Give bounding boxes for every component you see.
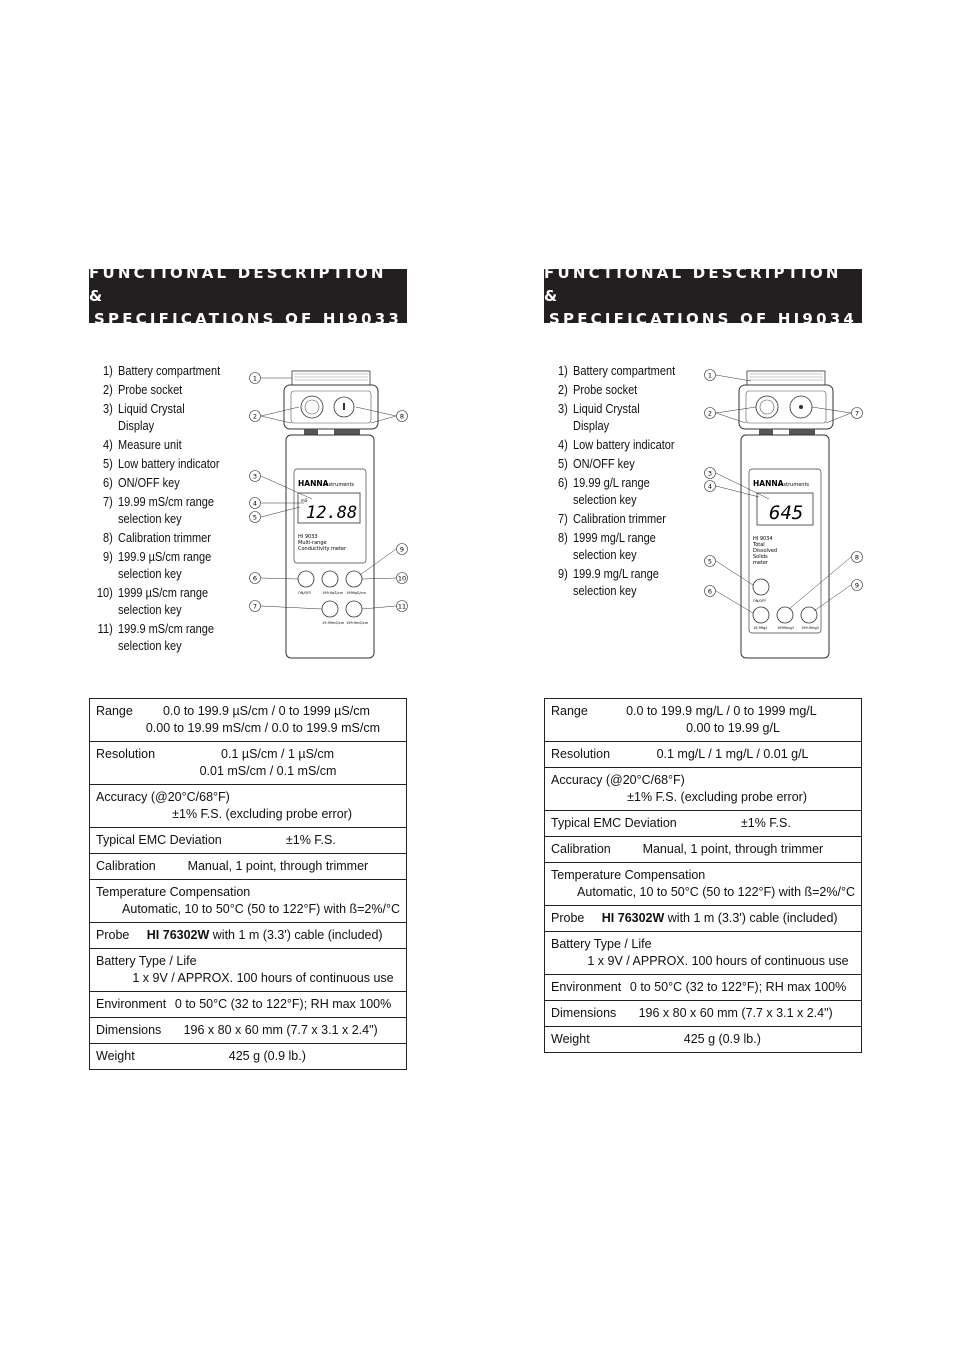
- part-item: 10) 1999 µS/cm range selection key: [96, 586, 209, 617]
- range-key-199uS: [322, 571, 338, 587]
- svg-text:Total: Total: [753, 542, 765, 548]
- spec-row-battery: Battery Type / Life 1 x 9V / APPROX. 100 hours of continuous use: [545, 932, 862, 975]
- spec-row-accuracy: Accuracy (@20°C/68°F) ±1% F.S. (excluding probe error): [545, 768, 862, 811]
- part-item: 2) Probe socket: [102, 383, 183, 397]
- parts-list: [544, 363, 676, 602]
- part-item: 9) 199.9 mg/L range selection key: [557, 567, 659, 598]
- part-item: 9) 199.9 µS/cm range selection key: [102, 550, 212, 581]
- parts-area: [89, 363, 407, 703]
- spec-row-range: Range 0.0 to 199.9 µS/cm / 0 to 1999 µS/cm 0.00 to 19.99 mS/cm / 0.0 to 199.9 mS/cm: [90, 699, 407, 742]
- callout-number: 7: [252, 602, 258, 611]
- callout-number: 2: [252, 412, 258, 421]
- lcd-unit: mS: [301, 498, 308, 503]
- callout-number: 1: [707, 371, 713, 380]
- part-item: 8) 1999 mg/L range selection key: [557, 531, 656, 562]
- part-item: 5) ON/OFF key: [557, 457, 635, 471]
- spec-row-battery: Battery Type / Life 1 x 9V / APPROX. 100 hours of continuous use: [90, 949, 407, 992]
- range-key-19gl: [753, 607, 769, 623]
- spec-row-temp: Temperature Compensation Automatic, 10 to 50°C (50 to 122°F) with ß=2%/°C: [545, 863, 862, 906]
- part-item: 4) Low battery indicator: [557, 438, 675, 452]
- svg-text:Dissolved: Dissolved: [753, 548, 778, 554]
- svg-text:Multi-range: Multi-range: [298, 540, 327, 546]
- brand-label: HANNA: [753, 479, 784, 488]
- section-header: FUNCTIONAL DESCRIPTION & SPECIFICATIONS OF HI9033: [89, 269, 407, 323]
- meter-diagram-hi9034: [699, 353, 869, 663]
- spec-row-dimensions: Dimensions 196 x 80 x 60 mm (7.7 x 3.1 x 2.4"): [545, 1001, 862, 1027]
- spec-row-weight: Weight 425 g (0.9 lb.): [90, 1044, 407, 1070]
- meter-diagram-hi9033: [244, 353, 414, 663]
- svg-text:19.99mS/cm: 19.99mS/cm: [322, 621, 345, 625]
- svg-text:199.9mS/cm: 199.9mS/cm: [346, 621, 369, 625]
- part-item: 5) Low battery indicator: [102, 457, 220, 471]
- part-item: 3) Liquid Crystal Display: [557, 402, 640, 433]
- part-item: 3) Liquid Crystal Display: [102, 402, 185, 433]
- spec-row-probe: Probe HI 76302W with 1 m (3.3') cable (included): [90, 923, 407, 949]
- part-item: 1) Battery compartment: [557, 364, 676, 378]
- range-key-199mgl: [801, 607, 817, 623]
- range-key-1999uS: [346, 571, 362, 587]
- parts-list: [89, 363, 221, 657]
- brand-sub-label: instruments: [324, 482, 355, 488]
- callout-number: 3: [252, 472, 258, 481]
- svg-text:ON/OFF: ON/OFF: [753, 599, 767, 603]
- spec-row-dimensions: Dimensions 196 x 80 x 60 mm (7.7 x 3.1 x 2.4"): [90, 1018, 407, 1044]
- callout-number: 4: [707, 482, 713, 491]
- spec-row-emc: Typical EMC Deviation ±1% F.S.: [90, 828, 407, 854]
- lcd-reading: 12.88: [306, 503, 358, 523]
- callout-number: 8: [399, 412, 405, 421]
- callout-number: 7: [854, 409, 860, 418]
- section-header: FUNCTIONAL DESCRIPTION & SPECIFICATIONS OF HI9034: [544, 269, 862, 323]
- part-item: 4) Measure unit: [102, 438, 182, 452]
- hi9033-section: [89, 263, 407, 1063]
- hi9034-section: [544, 263, 862, 1046]
- callout-number: 1: [252, 374, 258, 383]
- spec-row-environment: Environment 0 to 50°C (32 to 122°F); RH max 100%: [545, 975, 862, 1001]
- part-item: 8) Calibration trimmer: [102, 531, 211, 545]
- spec-row-temp: Temperature Compensation Automatic, 10 to 50°C (50 to 122°F) with ß=2%/°C: [90, 880, 407, 923]
- spec-row-resolution: Resolution 0.1 mg/L / 1 mg/L / 0.01 g/L: [545, 742, 862, 768]
- brand-sub-label: instruments: [779, 482, 810, 488]
- callout-number: 8: [854, 553, 860, 562]
- spec-row-environment: Environment 0 to 50°C (32 to 122°F); RH max 100%: [90, 992, 407, 1018]
- spec-row-calibration: Calibration Manual, 1 point, through trimmer: [545, 837, 862, 863]
- onoff-key: [298, 571, 314, 587]
- part-item: 2) Probe socket: [557, 383, 638, 397]
- callout-number: 3: [707, 469, 713, 478]
- part-item: 1) Battery compartment: [102, 364, 221, 378]
- spec-row-probe: Probe HI 76302W with 1 m (3.3') cable (included): [545, 906, 862, 932]
- callout-number: 5: [252, 513, 258, 522]
- range-key-1999mgl: [777, 607, 793, 623]
- svg-text:1999µS/cm: 1999µS/cm: [346, 591, 366, 595]
- callout-number: 11: [397, 602, 407, 611]
- svg-text:199.9µS/cm: 199.9µS/cm: [322, 591, 343, 595]
- svg-text:meter: meter: [753, 560, 769, 566]
- part-item: 7) 19.99 mS/cm range selection key: [102, 495, 215, 526]
- callout-number: 6: [707, 587, 713, 596]
- svg-text:1999mg/l: 1999mg/l: [777, 626, 794, 630]
- callout-number: 2: [707, 409, 713, 418]
- part-item: 6) ON/OFF key: [102, 476, 180, 490]
- spec-table-hi9033: [89, 698, 407, 1070]
- model-label: HI 9033: [298, 534, 318, 540]
- svg-text:199.9mg/l: 199.9mg/l: [801, 626, 819, 630]
- spec-row-resolution: Resolution 0.1 µS/cm / 1 µS/cm 0.01 mS/cm / 0.1 mS/cm: [90, 742, 407, 785]
- brand-label: HANNA: [298, 479, 329, 488]
- svg-text:19.99g/l: 19.99g/l: [753, 626, 768, 630]
- svg-text:ON/OFF: ON/OFF: [298, 591, 312, 595]
- callout-number: 9: [399, 545, 405, 554]
- callout-number: 6: [252, 574, 258, 583]
- spec-row-emc: Typical EMC Deviation ±1% F.S.: [545, 811, 862, 837]
- spec-row-calibration: Calibration Manual, 1 point, through trimmer: [90, 854, 407, 880]
- onoff-key: [753, 579, 769, 595]
- parts-area: [544, 363, 862, 703]
- callout-number: 10: [397, 574, 407, 583]
- part-item: 7) Calibration trimmer: [557, 512, 666, 526]
- callout-number: 4: [252, 499, 258, 508]
- spec-table-hi9034: [544, 698, 862, 1053]
- part-item: 6) 19.99 g/L range selection key: [557, 476, 650, 507]
- range-key-1999mS-high: [346, 601, 362, 617]
- lcd-reading: 645: [769, 502, 804, 524]
- part-item: 11) 199.9 mS/cm range selection key: [97, 622, 215, 653]
- callout-number: 5: [707, 557, 713, 566]
- model-label: HI 9034: [753, 536, 773, 542]
- callout-number: 9: [854, 581, 860, 590]
- spec-row-weight: Weight 425 g (0.9 lb.): [545, 1027, 862, 1053]
- spec-row-range: Range 0.0 to 199.9 mg/L / 0 to 1999 mg/L 0.00 to 19.99 g/L: [545, 699, 862, 742]
- spec-row-accuracy: Accuracy (@20°C/68°F) ±1% F.S. (excluding probe error): [90, 785, 407, 828]
- svg-text:Conductivity meter: Conductivity meter: [298, 546, 347, 552]
- svg-text:Solids: Solids: [753, 554, 768, 560]
- range-key-1999mS: [322, 601, 338, 617]
